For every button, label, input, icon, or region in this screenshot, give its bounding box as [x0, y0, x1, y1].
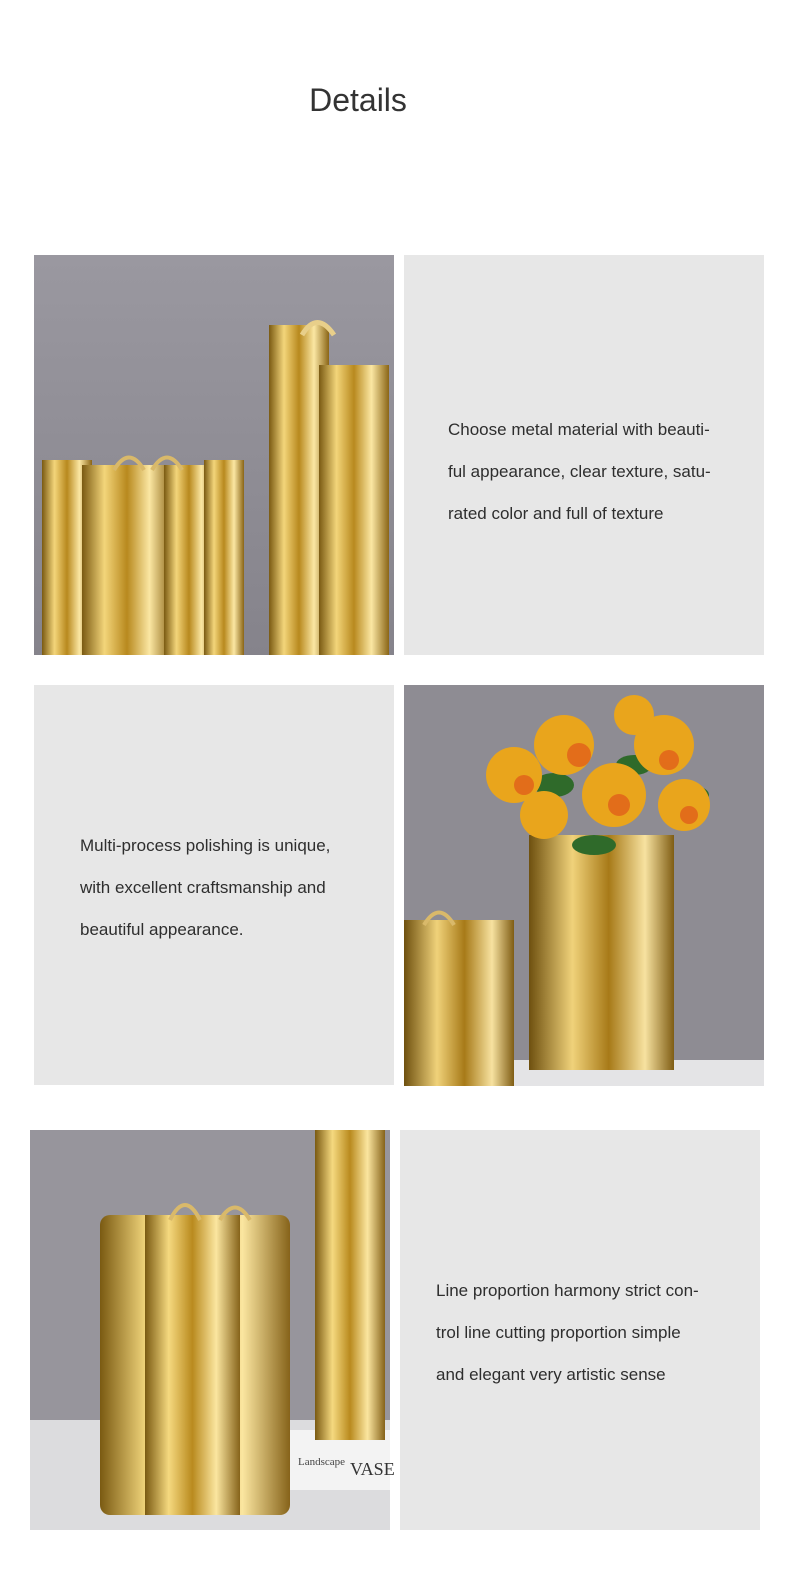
feature-panel-1 [404, 255, 764, 655]
caption-line: ful appearance, clear texture, satu- [448, 462, 711, 481]
feature-panel-3 [400, 1130, 760, 1530]
page-title: Details [309, 82, 407, 118]
product-photo-vase-flowers [404, 685, 764, 1086]
caption-line: beautiful appearance. [80, 920, 244, 939]
product-photo-vases-2 [30, 1130, 395, 1530]
feature-caption-2 [80, 825, 380, 951]
product-photo-vases-1 [34, 255, 394, 655]
caption-line: and elegant very artistic sense [436, 1365, 666, 1384]
feature-caption-1 [448, 409, 748, 535]
caption-line: with excellent craftsmanship and [80, 878, 326, 897]
caption-line: trol line cutting proportion simple [436, 1323, 681, 1342]
caption-line: rated color and full of texture [448, 504, 664, 523]
caption-line: Line proportion harmony strict con- [436, 1281, 699, 1300]
book-text-landscape: Landscape [298, 1456, 346, 1468]
book-text-vase: VASE [350, 1459, 395, 1479]
caption-line: Choose metal material with beauti- [448, 420, 710, 439]
caption-line: Multi-process polishing is unique, [80, 836, 331, 855]
feature-panel-2 [34, 685, 394, 1085]
feature-caption-3 [436, 1270, 746, 1396]
